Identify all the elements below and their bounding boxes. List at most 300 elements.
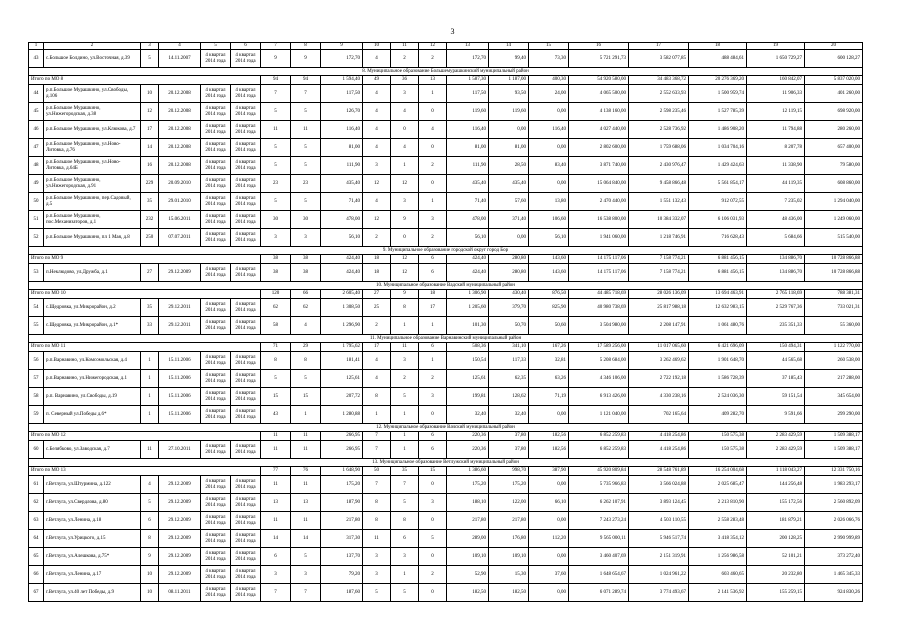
value-c14: 57,60 [489, 193, 529, 211]
document-number-cell: 16 [141, 157, 159, 175]
value-c20: 1 983 293,17 [805, 476, 863, 494]
column-number-3: 3 [141, 43, 159, 50]
subtotal-c18: 6 881 456,15 [689, 255, 747, 264]
value-c17: 2 722 192,18 [629, 370, 689, 388]
document-number-cell: 4 [141, 476, 159, 494]
column-number-19: 19 [747, 43, 805, 50]
subtotal-c9: 424,40 [321, 255, 363, 264]
value-c8: 23 [291, 175, 321, 193]
value-c11: 5 [391, 494, 419, 512]
value-c10: 4 [363, 50, 391, 68]
actual-stage-cell: 4 квартал 2014 года [231, 211, 261, 229]
column-number-2: 2 [44, 43, 141, 50]
column-number-18: 18 [689, 43, 747, 50]
value-c15: 73,30 [529, 50, 569, 68]
value-c13: 117,50 [447, 85, 489, 103]
value-c7: 3 [261, 229, 291, 247]
value-c20: 1 465 345,33 [805, 566, 863, 584]
planned-stage-cell: 4 квартал 2014 года [201, 317, 231, 335]
value-c18: 1 034 704,16 [689, 139, 747, 157]
subtotal-c7: 38 [261, 255, 291, 264]
value-c15: 143,60 [529, 264, 569, 282]
row-number: 63 [29, 512, 44, 530]
value-c20: 2 560 892,09 [805, 494, 863, 512]
subtotal-c16: 45 920 809,84 [569, 467, 629, 476]
value-c11: 12 [391, 264, 419, 282]
value-c19: 2 529 767,36 [747, 299, 805, 317]
value-c11: 0 [391, 229, 419, 247]
value-c10: 2 [363, 229, 391, 247]
document-date-cell: 20.12.2008 [159, 85, 201, 103]
table-row [29, 388, 863, 406]
value-c14: 435,40 [489, 175, 529, 193]
subtotal-c8: 38 [291, 255, 321, 264]
value-c7: 62 [261, 299, 291, 317]
subtotal-c19: 2 765 118,69 [747, 290, 805, 299]
value-c10: 4 [363, 103, 391, 121]
value-c10: 18 [363, 264, 391, 282]
value-c20: 608 860,00 [805, 175, 863, 193]
value-c14: 32,40 [489, 406, 529, 424]
value-c20: 10 728 866,88 [805, 264, 863, 282]
table-row [29, 352, 863, 370]
value-c8: 5 [291, 193, 321, 211]
subtotal-c12: 6 [419, 432, 447, 441]
value-c20: 260 538,00 [805, 352, 863, 370]
value-c11: 1 [391, 441, 419, 459]
planned-stage-cell: 4 квартал 2014 года [201, 103, 231, 121]
value-c17: 3 262 469,62 [629, 352, 689, 370]
value-c20: 1 294 040,00 [805, 193, 863, 211]
value-c16: 7 243 273,24 [569, 512, 629, 530]
table-row [29, 175, 863, 193]
value-c8: 5 [291, 139, 321, 157]
value-c20: 698 920,00 [805, 103, 863, 121]
value-c7: 11 [261, 512, 291, 530]
value-c14: 28,50 [489, 157, 529, 175]
address-cell: р.п.Большое Мурашкино, ул.Клюкова, д.7 [44, 121, 141, 139]
subtotal-c14: 341,10 [489, 343, 529, 352]
value-c8: 30 [291, 211, 321, 229]
value-c18: 6 881 456,15 [689, 264, 747, 282]
row-number: 65 [29, 548, 44, 566]
value-c9: 117,50 [321, 85, 363, 103]
actual-stage-cell: 4 квартал 2014 года [231, 494, 261, 512]
value-c7: 5 [261, 139, 291, 157]
value-c13: 175,20 [447, 476, 489, 494]
value-c15: 0,00 [529, 476, 569, 494]
subtotal-c13: 1 587,30 [447, 76, 489, 85]
table-row [29, 211, 863, 229]
document-date-cell: 07.07.2011 [159, 229, 201, 247]
value-c7: 5 [261, 370, 291, 388]
value-c8: 5 [291, 103, 321, 121]
value-c8: 7 [291, 584, 321, 602]
row-number: 55 [29, 317, 44, 335]
value-c17: 2 430 976,47 [629, 157, 689, 175]
value-c17: 9 458 866,48 [629, 175, 689, 193]
subtotal-c18: 6 421 696,09 [689, 343, 747, 352]
subtotal-c8: 76 [291, 467, 321, 476]
value-c15: 32,81 [529, 352, 569, 370]
address-cell: р.п.Большое Мурашкино, ул.Ново-Литовка, д.64Б [44, 157, 141, 175]
document-number-cell: 8 [141, 530, 159, 548]
value-c19: 7 235,02 [747, 193, 805, 211]
value-c11: 4 [391, 139, 419, 157]
actual-stage-cell: 4 квартал 2014 года [231, 157, 261, 175]
value-c16: 15 064 840,00 [569, 175, 629, 193]
section-header-row [29, 68, 863, 76]
address-cell: с.Белябково, ул.Заводская, д.7 [44, 441, 141, 459]
value-c7: 7 [261, 85, 291, 103]
subtotal-c9: 2 605,40 [321, 290, 363, 299]
value-c9: 207,72 [321, 388, 363, 406]
value-c7: 5 [261, 193, 291, 211]
subtotal-c11: 35 [391, 467, 419, 476]
row-number: 61 [29, 476, 44, 494]
subtotal-c15: 387,90 [529, 467, 569, 476]
value-c15: 71,19 [529, 388, 569, 406]
subtotal-c11: 9 [391, 290, 419, 299]
value-c12: 0 [419, 512, 447, 530]
document-number-cell: 14 [141, 139, 159, 157]
value-c19: 5 684,66 [747, 229, 805, 247]
value-c19: 181 879,21 [747, 512, 805, 530]
document-date-cell: 14.11.2007 [159, 50, 201, 68]
section-title: 9. Муниципальное образование городской округ город Бор [29, 247, 863, 255]
value-c13: 182,50 [447, 584, 489, 602]
row-number: 51 [29, 211, 44, 229]
address-cell: г.Ветлуга, ул.Урицкого, д.15 [44, 530, 141, 548]
value-c10: 4 [363, 85, 391, 103]
value-c16: 40 980 738,69 [569, 299, 629, 317]
value-c13: 81,00 [447, 139, 489, 157]
value-c15: 24,00 [529, 85, 569, 103]
value-c12: 3 [419, 494, 447, 512]
column-number-15: 15 [529, 43, 569, 50]
document-date-cell: 29.12.2009 [159, 566, 201, 584]
value-c9: 478,00 [321, 211, 363, 229]
value-c7: 38 [261, 264, 291, 282]
value-c18: 150 575,38 [689, 441, 747, 459]
value-c16: 4 027 440,00 [569, 121, 629, 139]
subtotal-c10: 49 [363, 76, 391, 85]
value-c16: 1 648 654,67 [569, 566, 629, 584]
value-c8: 5 [291, 548, 321, 566]
table-row [29, 530, 863, 548]
subtotal-c14: 37,80 [489, 432, 529, 441]
value-c17: 1 024 961,22 [629, 566, 689, 584]
value-c11: 3 [391, 85, 419, 103]
value-c11: 5 [391, 388, 419, 406]
value-c19: 9 591,66 [747, 406, 805, 424]
value-c20: 299 290,00 [805, 406, 863, 424]
planned-stage-cell: 4 квартал 2014 года [201, 584, 231, 602]
value-c18: 488 484,61 [689, 50, 747, 68]
column-number-6: 6 [231, 43, 261, 50]
row-number: 58 [29, 388, 44, 406]
value-c16: 16 538 800,00 [569, 211, 629, 229]
value-c20: 79 580,00 [805, 157, 863, 175]
value-c11: 8 [391, 512, 419, 530]
document-number-cell: 6 [141, 512, 159, 530]
value-c12: 2 [419, 370, 447, 388]
value-c19: 37 185,43 [747, 370, 805, 388]
row-number: 50 [29, 193, 44, 211]
subtotal-row [29, 343, 863, 352]
value-c7: 5 [261, 103, 291, 121]
value-c19: 44 565,68 [747, 352, 805, 370]
actual-stage-cell: 4 квартал 2014 года [231, 530, 261, 548]
value-c13: 188,10 [447, 494, 489, 512]
document-date-cell: 15.11.2006 [159, 388, 201, 406]
value-c15: 0,00 [529, 512, 569, 530]
document-number-cell: 33 [141, 317, 159, 335]
value-c10: 12 [363, 175, 391, 193]
planned-stage-cell: 4 квартал 2014 года [201, 494, 231, 512]
value-c12: 3 [419, 211, 447, 229]
column-number-10: 10 [363, 43, 391, 50]
value-c16: 4 138 160,00 [569, 103, 629, 121]
section-header-row [29, 459, 863, 467]
value-c8: 38 [291, 264, 321, 282]
value-c11: 1 [391, 157, 419, 175]
document-date-cell: 29.12.2011 [159, 317, 201, 335]
table-row [29, 512, 863, 530]
value-c12: 0 [419, 103, 447, 121]
value-c13: 101,30 [447, 317, 489, 335]
value-c14: 217,80 [489, 512, 529, 530]
value-c11: 7 [391, 476, 419, 494]
subtotal-c15: 400,30 [529, 76, 569, 85]
value-c8: 5 [291, 157, 321, 175]
value-c15: 0,00 [529, 406, 569, 424]
value-c12: 0 [419, 406, 447, 424]
planned-stage-cell: 4 квартал 2014 года [201, 157, 231, 175]
value-c7: 6 [261, 548, 291, 566]
subtotal-c13: 220,36 [447, 432, 489, 441]
value-c14: 176,80 [489, 530, 529, 548]
value-c13: 125,61 [447, 370, 489, 388]
value-c11: 1 [391, 406, 419, 424]
value-c15: 50,60 [529, 317, 569, 335]
value-c18: 3 418 354,12 [689, 530, 747, 548]
table-row [29, 584, 863, 602]
value-c11: 2 [391, 370, 419, 388]
value-c8: 11 [291, 121, 321, 139]
document-date-cell: 29.12.2009 [159, 530, 201, 548]
value-c8: 9 [291, 50, 321, 68]
value-c7: 11 [261, 476, 291, 494]
value-c16: 2 470 440,00 [569, 193, 629, 211]
table-row [29, 50, 863, 68]
value-c20: 2 026 066,76 [805, 512, 863, 530]
row-number: 66 [29, 566, 44, 584]
document-number-cell: 1 [141, 406, 159, 424]
value-c19: 134 886,70 [747, 264, 805, 282]
document-date-cell: 20.12.2008 [159, 103, 201, 121]
row-number: 64 [29, 530, 44, 548]
table-row [29, 406, 863, 424]
subtotal-c7: 11 [261, 432, 291, 441]
value-c17: 2 528 736,92 [629, 121, 689, 139]
value-c17: 4 330 238,16 [629, 388, 689, 406]
value-c18: 912 072,55 [689, 193, 747, 211]
value-c15: 83,40 [529, 157, 569, 175]
subtotal-c9: 266,95 [321, 432, 363, 441]
subtotal-c16: 6 852 259,83 [569, 432, 629, 441]
value-c12: 0 [419, 476, 447, 494]
value-c11: 3 [391, 352, 419, 370]
document-number-cell: 9 [141, 548, 159, 566]
document-number-cell: 250 [141, 229, 159, 247]
document-date-cell: 27.10.2011 [159, 441, 201, 459]
value-c9: 187,60 [321, 584, 363, 602]
table-row [29, 548, 863, 566]
address-cell: г.Ветлуга, ул.Ленина, д.17 [44, 566, 141, 584]
actual-stage-cell: 4 квартал 2014 года [231, 175, 261, 193]
document-number-cell: 1 [141, 388, 159, 406]
planned-stage-cell: 4 квартал 2014 года [201, 175, 231, 193]
value-c14: 122,00 [489, 494, 529, 512]
section-header-row [29, 335, 863, 343]
subtotal-c14: 1 187,00 [489, 76, 529, 85]
table-row [29, 370, 863, 388]
document-date-cell: 15.11.2006 [159, 370, 201, 388]
table-row [29, 494, 863, 512]
value-c9: 187,90 [321, 494, 363, 512]
subtotal-c9: 1 594,40 [321, 76, 363, 85]
document-number-cell: 5 [141, 50, 159, 68]
value-c11: 1 [391, 317, 419, 335]
value-c9: 71,40 [321, 193, 363, 211]
subtotal-c16: 44 485 718,69 [569, 290, 629, 299]
value-c9: 1 280,88 [321, 406, 363, 424]
table-row [29, 299, 863, 317]
row-number: 60 [29, 441, 44, 459]
value-c10: 3 [363, 157, 391, 175]
subtotal-c10: 17 [363, 343, 391, 352]
value-c8: 13 [291, 494, 321, 512]
subtotal-c16: 14 175 117,06 [569, 255, 629, 264]
value-c11: 12 [391, 175, 419, 193]
document-date-cell: 15.11.2006 [159, 406, 201, 424]
address-cell: г.Ветлуга, ул.Ленина, д.18 [44, 512, 141, 530]
value-c10: 4 [363, 139, 391, 157]
planned-stage-cell: 4 квартал 2014 года [201, 512, 231, 530]
planned-stage-cell: 4 квартал 2014 года [201, 566, 231, 584]
value-c15: 13,80 [529, 193, 569, 211]
subtotal-c11: 11 [391, 343, 419, 352]
value-c7: 9 [261, 50, 291, 68]
value-c9: 317,30 [321, 530, 363, 548]
value-c17: 2 151 319,91 [629, 548, 689, 566]
value-c19: 235 351,33 [747, 317, 805, 335]
value-c18: 5 561 854,17 [689, 175, 747, 193]
column-number-17: 17 [629, 43, 689, 50]
value-c20: 373 272,40 [805, 548, 863, 566]
value-c13: 1 205,60 [447, 299, 489, 317]
value-c18: 716 628,43 [689, 229, 747, 247]
value-c8: 7 [291, 85, 321, 103]
value-c20: 345 654,00 [805, 388, 863, 406]
subtotal-c10: 7 [363, 432, 391, 441]
document-number-cell: 1 [141, 370, 159, 388]
value-c10: 3 [363, 548, 391, 566]
table-body [29, 43, 863, 602]
value-c14: 128,62 [489, 388, 529, 406]
value-c20: 280 260,00 [805, 121, 863, 139]
value-c8: 8 [291, 352, 321, 370]
value-c12: 17 [419, 299, 447, 317]
value-c8: 11 [291, 512, 321, 530]
value-c14: 37,80 [489, 441, 529, 459]
subtotal-label: Итого по МО 8 [29, 76, 261, 85]
value-c19: 59 151,54 [747, 388, 805, 406]
section-title: 13. Муниципальное образование Ветлужский муниципальный район [29, 459, 863, 467]
table-row [29, 229, 863, 247]
value-c14: 0,00 [489, 229, 529, 247]
planned-stage-cell: 4 квартал 2014 года [201, 441, 231, 459]
value-c12: 2 [419, 50, 447, 68]
value-c8: 14 [291, 530, 321, 548]
subtotal-row [29, 290, 863, 299]
value-c15: 112,20 [529, 530, 569, 548]
value-c13: 478,00 [447, 211, 489, 229]
value-c13: 150,54 [447, 352, 489, 370]
planned-stage-cell: 4 квартал 2014 года [201, 388, 231, 406]
value-c15: 66,10 [529, 494, 569, 512]
value-c10: 8 [363, 512, 391, 530]
row-number: 59 [29, 406, 44, 424]
value-c16: 2 802 600,00 [569, 139, 629, 157]
value-c11: 0 [391, 121, 419, 139]
value-c16: 14 175 117,06 [569, 264, 629, 282]
value-c18: 1 256 986,58 [689, 548, 747, 566]
table-row [29, 566, 863, 584]
value-c12: 2 [419, 157, 447, 175]
value-c20: 401 260,00 [805, 85, 863, 103]
value-c19: 12 119,15 [747, 103, 805, 121]
subtotal-c9: 1 795,62 [321, 343, 363, 352]
row-number: 56 [29, 352, 44, 370]
value-c14: 50,70 [489, 317, 529, 335]
value-c17: 1 218 746,91 [629, 229, 689, 247]
value-c11: 8 [391, 299, 419, 317]
value-c18: 2 558 283,48 [689, 512, 747, 530]
planned-stage-cell: 4 квартал 2014 года [201, 264, 231, 282]
subtotal-c17: 28 548 761,89 [629, 467, 689, 476]
value-c9: 172,70 [321, 50, 363, 68]
subtotal-c18: 13 694 463,91 [689, 290, 747, 299]
subtotal-c18: 150 575,38 [689, 432, 747, 441]
value-c7: 15 [261, 388, 291, 406]
value-c13: 109,10 [447, 548, 489, 566]
actual-stage-cell: 4 квартал 2014 года [231, 229, 261, 247]
row-number: 46 [29, 121, 44, 139]
row-number: 43 [29, 50, 44, 68]
column-number-14: 14 [489, 43, 529, 50]
value-c18: 1 527 785,39 [689, 103, 747, 121]
subtotal-c10: 27 [363, 290, 391, 299]
subtotal-label: Итого по МО 12 [29, 432, 261, 441]
subtotal-label: Итого по МО 9 [29, 255, 261, 264]
value-c20: 1 509 388,17 [805, 441, 863, 459]
subtotal-c15: 182,56 [529, 432, 569, 441]
column-number-4: 4 [159, 43, 201, 50]
value-c19: 11 338,90 [747, 157, 805, 175]
document-date-cell: 15.11.2006 [159, 352, 201, 370]
